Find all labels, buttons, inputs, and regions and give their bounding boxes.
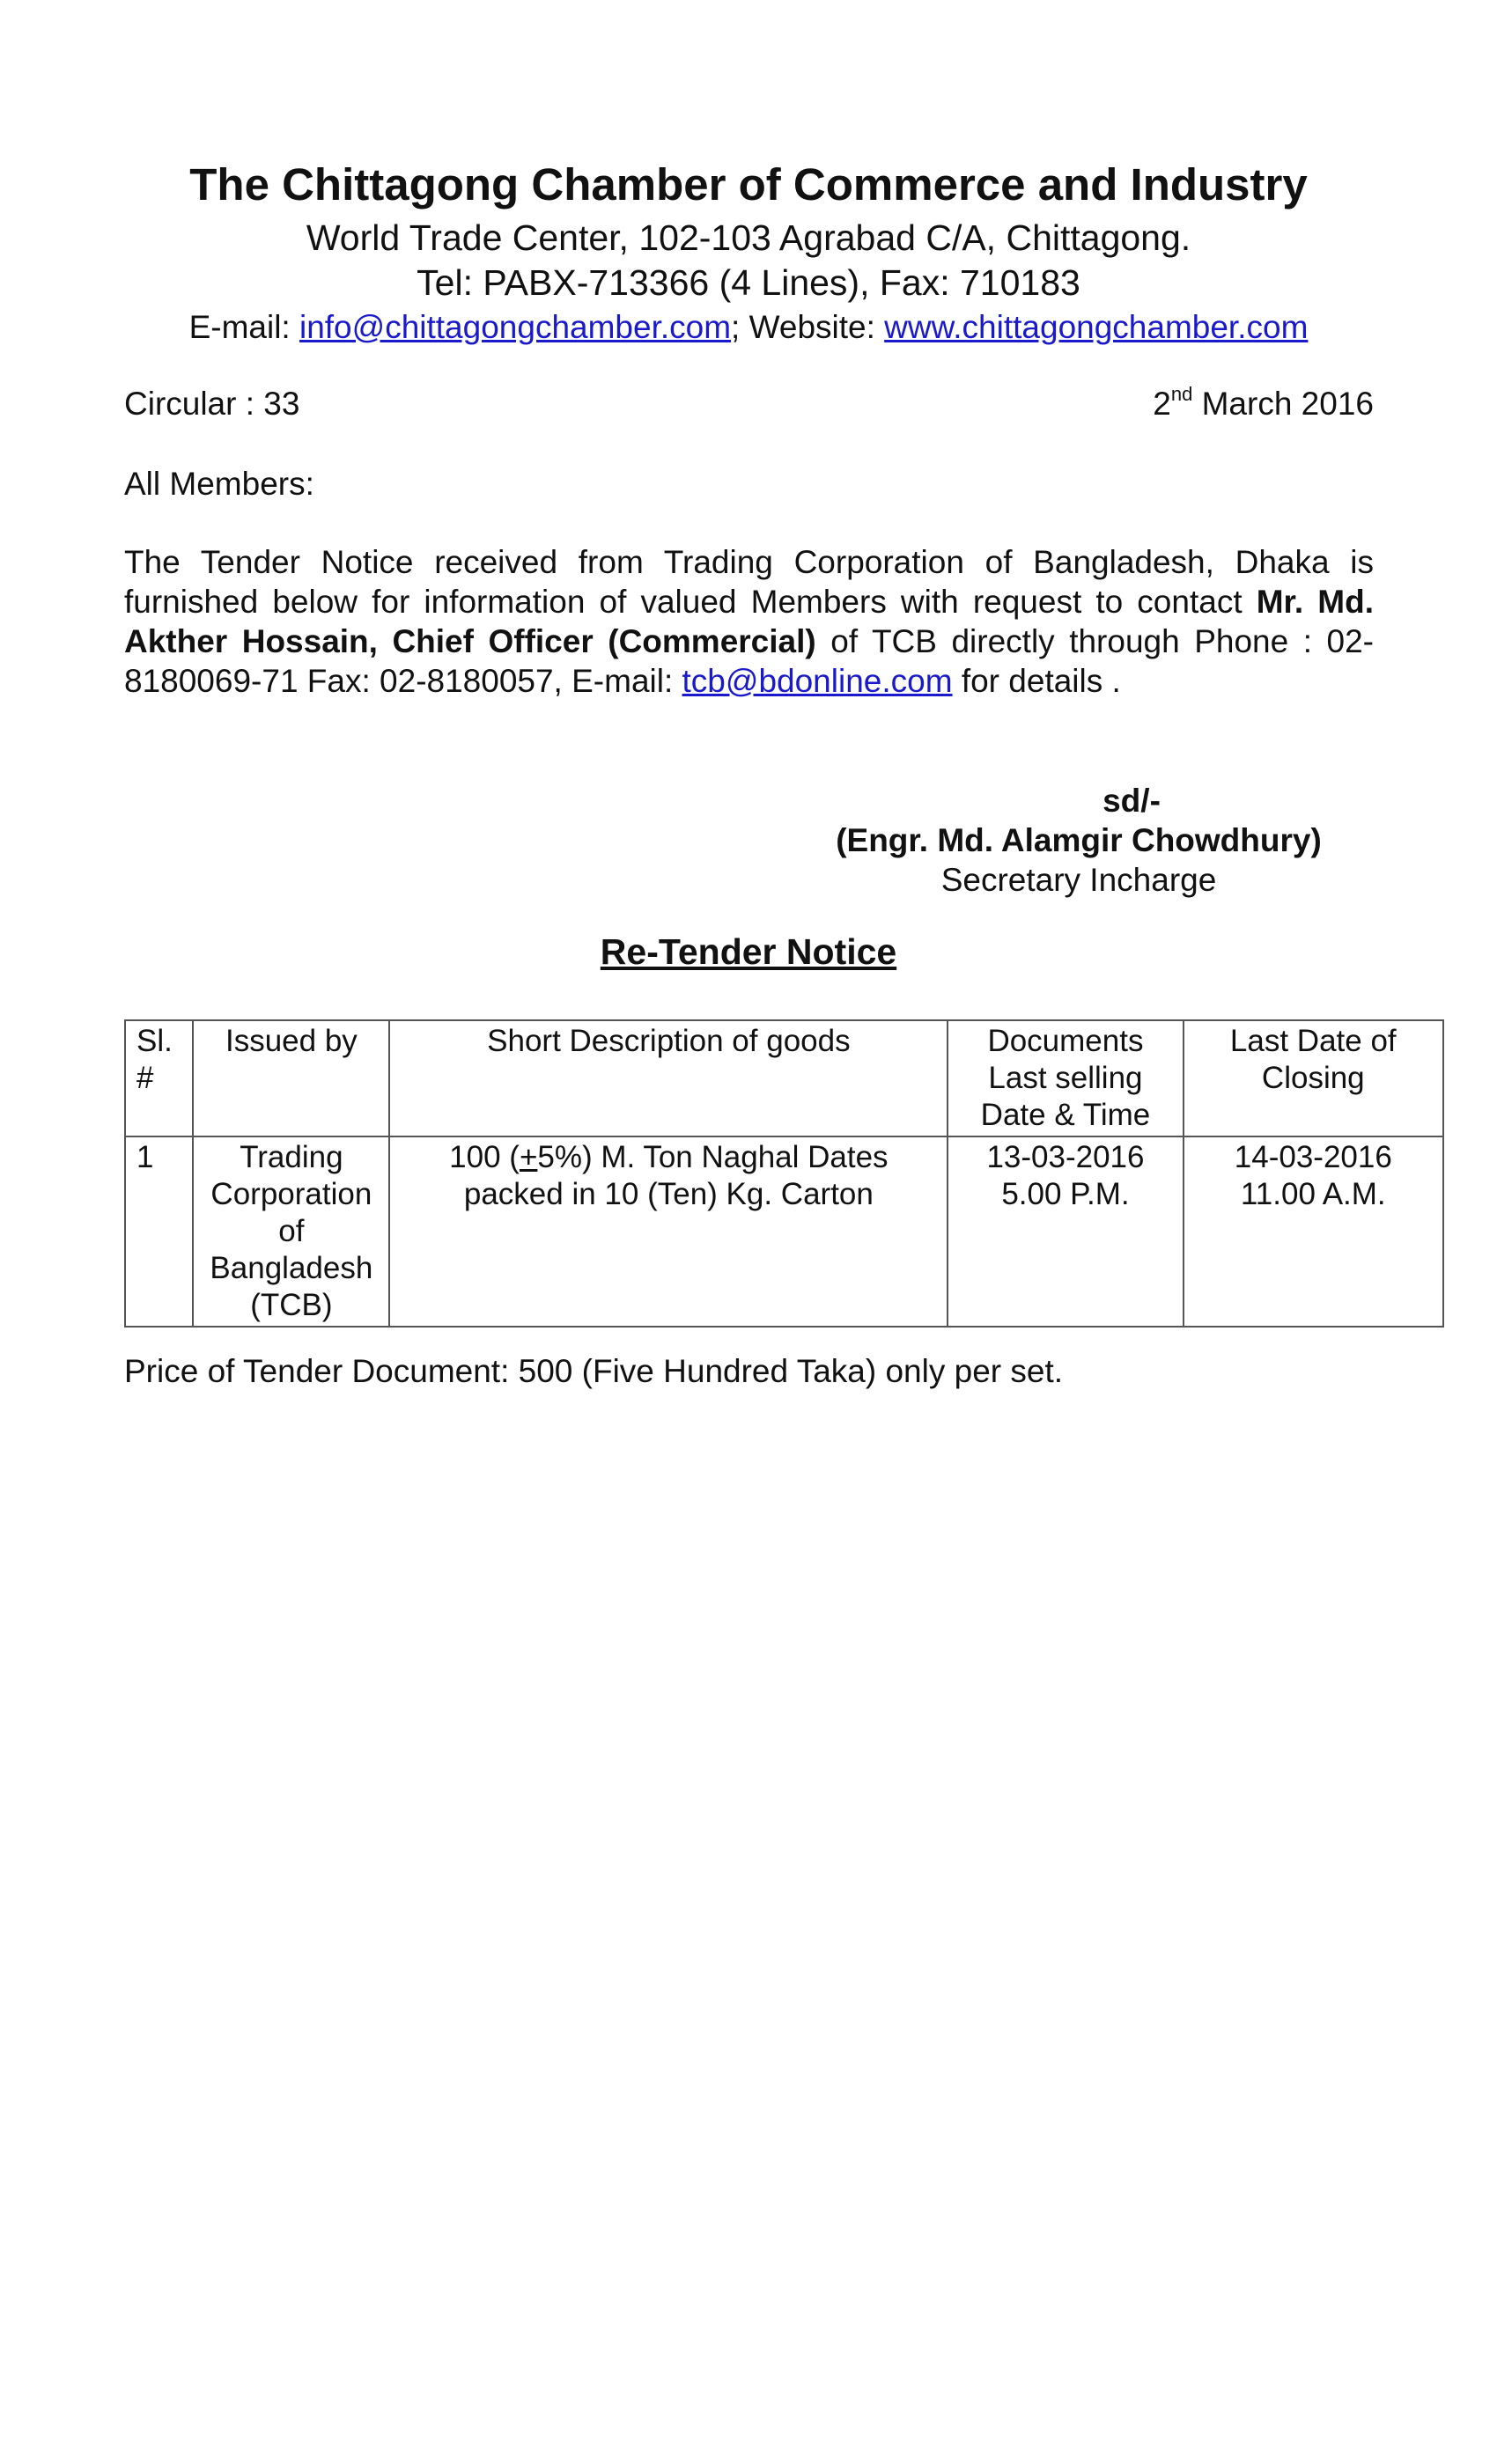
signatory-name: (Engr. Md. Alamgir Chowdhury) [836,822,1322,858]
cell-description [389,1136,948,1327]
email-link[interactable]: info@chittagongchamber.com [299,309,732,345]
header-documents: Documents Last selling Date & Time [948,1020,1183,1136]
notice-title [0,930,1497,974]
organization-title: The Chittagong Chamber of Commerce and Industry [189,159,1308,210]
notice-title-text: Re-Tender Notice [600,931,897,972]
cell-sl: 1 [125,1136,193,1327]
phone-fax-line: Tel: PABX-713366 (4 Lines), Fax: 710183 [417,262,1080,303]
website-link[interactable]: www.chittagongchamber.com [884,309,1309,345]
date-suffix: nd [1170,383,1193,405]
date-rest: March 2016 [1192,386,1374,422]
circular-date [1153,384,1374,424]
contact-person: Mr. Md. Akther Hossain, Chief Officer (Commercial) [124,584,1374,659]
table-row [125,1136,1443,1327]
contact-line [0,308,1497,347]
salutation: All Members: [124,466,314,502]
body-text-part3: for details . [952,663,1121,699]
cell-issued-by: Trading Corporation of Bangladesh (TCB) [193,1136,389,1327]
body-paragraph [124,542,1374,701]
tcb-email-link[interactable]: tcb@bdonline.com [682,663,953,699]
table-header-row [125,1020,1443,1136]
body-text-part1: The Tender Notice received from Trading Corporation of Bangladesh, Dhaka is furnished below for information of valued Members with request to contact [124,544,1374,620]
signatory-designation: Secretary Incharge [940,862,1217,898]
cell-documents: 13-03-2016 5.00 P.M. [948,1136,1183,1327]
header-issued-by: Issued by [193,1020,389,1136]
signature-sd: sd/- [1102,783,1161,819]
description-line1: 100 (+5%) M. Ton Naghal Dates [449,1140,889,1174]
price-note: Price of Tender Document: 500 (Five Hundred Taka) only per set. [124,1353,1064,1389]
cell-closing: 14-03-2016 11.00 A.M. [1184,1136,1443,1327]
website-label: ; Website: [731,309,885,345]
header-closing: Last Date of Closing [1184,1020,1443,1136]
description-line2: packed in 10 (Ten) Kg. Carton [463,1177,874,1211]
header-sl: Sl. # [125,1020,193,1136]
date-day: 2 [1153,386,1171,422]
body-text-part2: of TCB directly through Phone : 02-8180069-71 Fax: 02-8180057, E-mail: [124,623,1374,699]
tender-table [124,1019,1444,1328]
circular-number: Circular : 33 [124,386,300,422]
address-line: World Trade Center, 102-103 Agrabad C/A, Chittagong. [306,217,1191,258]
header-description: Short Description of goods [389,1020,948,1136]
email-label: E-mail: [188,309,299,345]
